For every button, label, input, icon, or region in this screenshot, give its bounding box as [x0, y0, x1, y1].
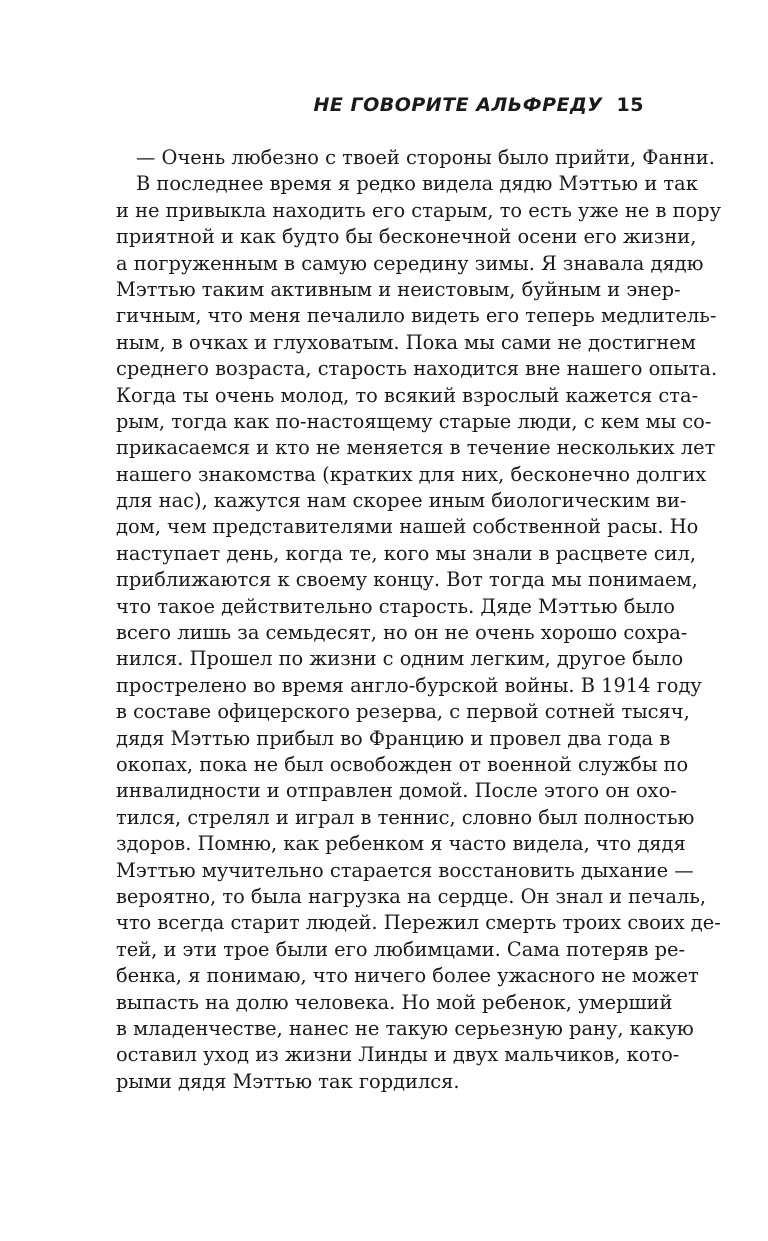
- text-line: нился. Прошел по жизни с одним легким, другое было: [116, 647, 684, 671]
- text-line: окопах, пока не был освобожден от военной службы по: [116, 752, 689, 776]
- text-line: тей, и эти трое были его любимцами. Сама потеряв ре-: [116, 937, 686, 961]
- text-line: В последнее время я редко видела дядю Мэттью и так: [136, 172, 698, 196]
- text-line: приятной и как будто бы бесконечной осени его жизни,: [116, 225, 697, 249]
- running-header-title: НЕ ГОВОРИТЕ АЛЬФРЕДУ: [313, 94, 603, 116]
- text-line: инвалидности и отправлен домой. После этого он охо-: [116, 779, 677, 803]
- text-line: дом, чем представителями нашей собственной расы. Но: [116, 515, 699, 539]
- text-line: вероятно, то была нагрузка на сердце. Он знал и печаль,: [116, 884, 707, 908]
- page-number: 15: [616, 94, 644, 116]
- text-line: оставил уход из жизни Линды и двух мальчиков, кото-: [116, 1043, 680, 1067]
- text-line: и не привыкла находить его старым, то есть уже не в пору: [116, 198, 722, 222]
- text-line: Когда ты очень молод, то всякий взрослый кажется ста-: [116, 383, 699, 407]
- body-text: [116, 145, 722, 1095]
- text-line: для нас), кажутся нам скорее иным биологическим ви-: [116, 489, 687, 513]
- text-line: наступает день, когда те, кого мы знали в расцвете сил,: [116, 541, 697, 565]
- text-line: бенка, я понимаю, что ничего более ужасного не может: [116, 964, 699, 988]
- running-header: [313, 94, 644, 116]
- text-line: в младенчестве, нанес не такую серьезную рану, какую: [116, 1016, 694, 1040]
- text-line: в составе офицерского резерва, с первой сотней тысяч,: [116, 700, 690, 724]
- text-line: нашего знакомства (кратких для них, бесконечно долгих: [116, 462, 707, 486]
- text-line: гичным, что меня печалило видеть его теперь медлитель-: [116, 304, 717, 328]
- text-line: дядя Мэттью прибыл во Францию и провел два года в: [116, 726, 671, 750]
- text-line: прикасаемся и кто не меняется в течение нескольких лет: [116, 436, 716, 460]
- text-line: приближаются к своему концу. Вот тогда мы понимаем,: [116, 568, 698, 592]
- text-line: среднего возраста, старость находится вне нашего опыта.: [116, 357, 718, 381]
- text-line: выпасть на долю человека. Но мой ребенок, умерший: [116, 990, 673, 1014]
- text-line: — Очень любезно с твоей стороны было прийти, Фанни.: [136, 146, 715, 169]
- text-line: Мэттью таким активным и неистовым, буйным и энер-: [116, 277, 681, 301]
- text-line: а погруженным в самую середину зимы. Я знавала дядю: [116, 251, 704, 275]
- text-line: что всегда старит людей. Пережил смерть троих своих де-: [116, 911, 721, 935]
- text-line: здоров. Помню, как ребенком я часто видела, что дядя: [116, 832, 686, 856]
- text-line: всего лишь за семьдесят, но он не очень хорошо сохра-: [116, 621, 688, 645]
- text-line: Мэттью мучительно старается восстановить дыхание —: [116, 858, 694, 882]
- text-line: что такое действительно старость. Дяде Мэттью было: [116, 594, 675, 618]
- text-line: ным, в очках и глуховатым. Пока мы сами не достигнем: [116, 330, 696, 354]
- text-line: прострелено во время англо-бурской войны. В 1914 году: [116, 673, 702, 697]
- text-line: рым, тогда как по-настоящему старые люди, с кем мы со-: [116, 409, 712, 433]
- text-line: тился, стрелял и играл в теннис, словно был полностью: [116, 805, 695, 829]
- text-line: рыми дядя Мэттью так гордился.: [116, 1069, 460, 1093]
